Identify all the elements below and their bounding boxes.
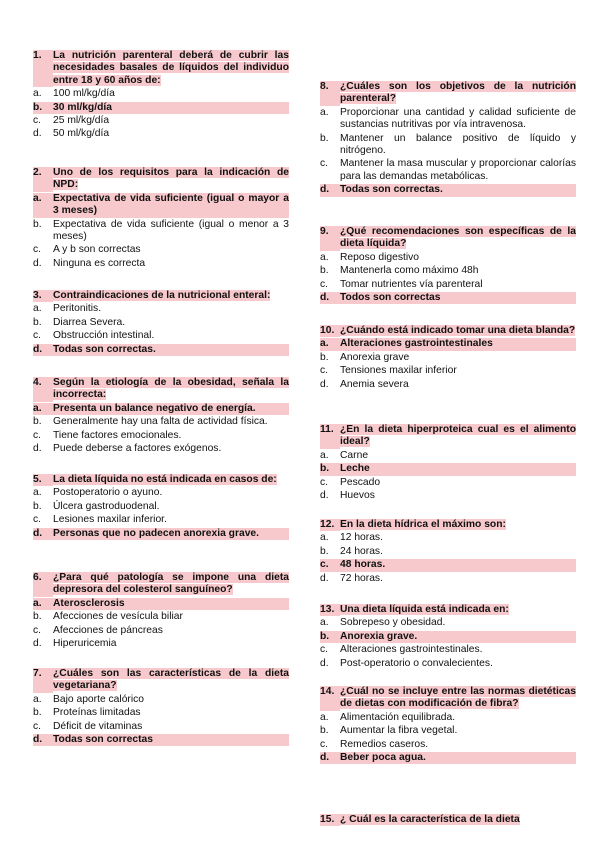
option-letter: a.: [33, 303, 42, 315]
question-title: [33, 572, 289, 597]
option-text: Afecciones de páncreas: [53, 624, 163, 636]
answer-option: [33, 303, 289, 315]
option-letter: d.: [33, 344, 53, 356]
answer-option: [320, 252, 576, 264]
option-letter: d.: [320, 292, 340, 304]
option-text: Beber poca agua.: [340, 752, 576, 764]
question-block: [320, 686, 576, 764]
question-block: [33, 474, 289, 540]
question-title: [320, 519, 576, 531]
answer-option-correct: [33, 193, 289, 218]
option-text: Aumentar la fibra vegetal.: [340, 725, 458, 737]
option-letter: d.: [33, 257, 42, 269]
option-text: 24 horas.: [340, 545, 383, 557]
option-letter: b.: [33, 218, 42, 230]
option-text: Afecciones de vesícula biliar: [53, 611, 183, 623]
option-letter: a.: [33, 693, 42, 705]
answer-option: [33, 721, 289, 733]
option-text: Lesiones maxilar inferior.: [53, 514, 167, 526]
answer-option-correct: [320, 463, 576, 475]
answer-option: [33, 244, 289, 256]
answer-option: [320, 739, 576, 751]
question-title: [33, 474, 289, 486]
option-text: 12 horas.: [340, 532, 383, 544]
question-number: 11.: [320, 424, 340, 449]
option-text: Peritonitis.: [53, 303, 102, 315]
answer-option: [33, 514, 289, 526]
answer-option: [33, 258, 289, 270]
question-block: [33, 290, 289, 356]
question-title: [320, 686, 576, 711]
option-letter: a.: [320, 338, 340, 350]
question-text: ¿Cuál no se incluye entre las normas dietéticas de dietas con modificación de fibra?: [340, 686, 576, 710]
question-number: 14.: [320, 686, 340, 711]
question-number: 13.: [320, 604, 340, 616]
option-text: Alimentación equilibrada.: [340, 711, 456, 723]
question-text: ¿Para qué patología se impone una dieta depresora del colesterol sanguíneo?: [53, 572, 289, 596]
question-title: [33, 50, 289, 87]
question-block: [320, 424, 576, 502]
option-text: Alteraciones gastrointestinales: [340, 338, 576, 350]
question-title: [33, 290, 289, 302]
option-letter: c.: [320, 644, 329, 656]
option-text: Puede deberse a factores exógenos.: [53, 443, 222, 455]
answer-option: [33, 330, 289, 342]
answer-option: [320, 477, 576, 489]
question-block: [320, 519, 576, 585]
question-number: 12.: [320, 519, 340, 531]
option-text: A y b son correctas: [53, 244, 141, 256]
option-text: Todas son correctas: [53, 734, 289, 746]
option-text: 30 ml/kg/día: [53, 102, 289, 114]
question-number: 4.: [33, 377, 53, 402]
option-letter: c.: [320, 738, 329, 750]
option-text: Postoperatorio o ayuno.: [53, 487, 163, 499]
question-text: ¿Cuándo está indicado tomar una dieta blanda?: [340, 325, 576, 336]
option-text: Leche: [340, 463, 576, 475]
answer-option: [320, 365, 576, 377]
question-text: Contraindicaciones de la nutricional enteral:: [53, 290, 271, 301]
option-letter: a.: [33, 598, 53, 610]
option-letter: a.: [320, 251, 329, 263]
option-text: Ninguna es correcta: [53, 257, 146, 269]
option-letter: a.: [320, 532, 329, 544]
option-text: Post-operatorio o convalecientes.: [340, 657, 493, 669]
option-text: Anemia severa: [340, 378, 409, 390]
question-block: [33, 572, 289, 650]
answer-option: [33, 430, 289, 442]
option-text: Bajo aporte calórico: [53, 693, 145, 705]
question-block: [320, 81, 576, 197]
option-letter: c.: [33, 624, 42, 636]
question-block: [320, 604, 576, 670]
answer-option-correct: [33, 598, 289, 610]
question-number: 9.: [320, 226, 340, 251]
question-number: 3.: [33, 290, 53, 302]
question-title: [320, 226, 576, 251]
option-text: Reposo digestivo: [340, 251, 419, 263]
option-letter: a.: [320, 711, 329, 723]
question-title: [320, 424, 576, 449]
question-text: ¿Cuáles son los objetivos de la nutrición parenteral?: [340, 81, 576, 105]
option-letter: c.: [33, 429, 42, 441]
option-text: Hiperuricemia: [53, 638, 117, 650]
question-text: ¿Cuáles son las características de la dieta vegetariana?: [53, 668, 289, 692]
answer-option: [320, 490, 576, 502]
option-text: Anorexia grave: [340, 351, 410, 363]
option-text: Aterosclerosis: [53, 598, 289, 610]
option-letter: d.: [320, 657, 329, 669]
answer-option-correct: [33, 734, 289, 746]
option-text: Úlcera gastroduodenal.: [53, 500, 160, 512]
answer-option: [320, 352, 576, 364]
option-letter: d.: [320, 378, 329, 390]
answer-option: [320, 712, 576, 724]
answer-option: [33, 416, 289, 428]
answer-option-correct: [320, 631, 576, 643]
answer-option: [33, 501, 289, 513]
question-title: [320, 604, 576, 616]
question-text: ¿ Cuál es la característica de la dieta: [340, 814, 520, 825]
answer-option: [33, 219, 289, 244]
option-text: Todas son correctas.: [340, 184, 576, 196]
option-text: Déficit de vitaminas: [53, 720, 143, 732]
answer-option: [320, 644, 576, 656]
option-letter: d.: [33, 734, 53, 746]
option-letter: c.: [320, 278, 329, 290]
option-letter: c.: [33, 720, 42, 732]
question-text: La nutrición parenteral deberá de cubrir las necesidades basales de líquidos del individuo entre 18 y 60 años de:: [53, 50, 289, 86]
option-letter: d.: [320, 572, 329, 584]
option-text: Sobrepeso y obesidad.: [340, 617, 446, 629]
question-number: 5.: [33, 474, 53, 486]
option-letter: d.: [320, 184, 340, 196]
option-text: Tomar nutrientes vía parenteral: [340, 278, 483, 290]
option-text: Mantenerla como máximo 48h: [340, 265, 479, 277]
question-number: 15.: [320, 814, 340, 826]
question-text: Una dieta líquida está indicada en:: [340, 604, 509, 615]
answer-option: [320, 158, 576, 183]
question-text: Uno de los requisitos para la indicación de NPD:: [53, 167, 289, 191]
answer-option-correct: [33, 403, 289, 415]
option-letter: b.: [320, 463, 340, 475]
option-letter: a.: [33, 487, 42, 499]
question-block: [33, 668, 289, 746]
option-letter: c.: [33, 330, 42, 342]
answer-option: [33, 128, 289, 140]
option-text: Pescado: [340, 476, 381, 488]
question-title: [320, 81, 576, 106]
option-letter: b.: [33, 500, 42, 512]
option-text: Expectativa de vida suficiente (igual o mayor a 3 meses): [53, 192, 289, 217]
option-letter: c.: [320, 158, 329, 170]
answer-option: [320, 279, 576, 291]
option-text: 72 horas.: [340, 572, 383, 584]
question-number: 6.: [33, 572, 53, 597]
answer-option: [33, 443, 289, 455]
question-block: [320, 226, 576, 304]
answer-option: [33, 317, 289, 329]
option-text: Tiene factores emocionales.: [53, 429, 182, 441]
question-title: [320, 814, 576, 826]
option-letter: d.: [33, 128, 42, 140]
option-letter: a.: [320, 106, 329, 118]
option-text: Todas son correctas.: [53, 344, 289, 356]
question-block: [33, 377, 289, 455]
option-letter: c.: [33, 244, 42, 256]
option-text: Todos son correctas: [340, 292, 576, 304]
question-text: ¿Qué recomendaciones son específicas de la dieta líquida?: [340, 226, 576, 250]
question-text: La dieta líquida no está indicada en casos de:: [53, 474, 277, 485]
answer-option-correct: [320, 752, 576, 764]
option-letter: c.: [33, 514, 42, 526]
answer-option: [33, 115, 289, 127]
question-block: [320, 814, 576, 826]
option-text: Personas que no padecen anorexia grave.: [53, 528, 289, 540]
option-text: Mantener un balance positivo de líquido y nitrógeno.: [340, 132, 576, 157]
option-text: 48 horas.: [340, 559, 576, 571]
option-letter: d.: [320, 752, 340, 764]
answer-option: [320, 617, 576, 629]
answer-option: [33, 487, 289, 499]
option-letter: c.: [320, 476, 329, 488]
option-letter: c.: [320, 559, 340, 571]
answer-option: [320, 532, 576, 544]
question-block: [320, 325, 576, 391]
option-text: Expectativa de vida suficiente (igual o menor a 3 meses): [53, 218, 289, 243]
answer-option: [33, 625, 289, 637]
answer-option-correct: [33, 528, 289, 540]
option-text: Generalmente hay una falta de actividad física.: [53, 416, 268, 428]
option-text: Proteínas limitadas: [53, 707, 141, 719]
option-text: Tensiones maxilar inferior: [340, 365, 457, 377]
question-block: [33, 167, 289, 270]
question-number: 7.: [33, 668, 53, 693]
answer-option: [33, 611, 289, 623]
option-text: Remedios caseros.: [340, 738, 429, 750]
option-letter: d.: [33, 443, 42, 455]
option-letter: b.: [320, 725, 329, 737]
option-letter: d.: [320, 490, 329, 502]
answer-option: [320, 573, 576, 585]
question-number: 10.: [320, 325, 340, 337]
question-number: 2.: [33, 167, 53, 192]
option-letter: b.: [320, 132, 329, 144]
answer-option-correct: [320, 184, 576, 196]
answer-option: [33, 88, 289, 100]
answer-option: [33, 694, 289, 706]
option-letter: b.: [320, 265, 329, 277]
option-letter: d.: [33, 638, 42, 650]
option-letter: c.: [320, 365, 329, 377]
answer-option: [320, 265, 576, 277]
option-text: Carne: [340, 449, 369, 461]
option-text: 50 ml/kg/día: [53, 128, 110, 140]
option-text: Huevos: [340, 490, 375, 502]
option-letter: b.: [320, 351, 329, 363]
answer-option-correct: [320, 292, 576, 304]
option-letter: a.: [320, 449, 329, 461]
question-title: [320, 325, 576, 337]
answer-option: [320, 379, 576, 391]
question-text: ¿En la dieta hiperproteica cual es el alimento ideal?: [340, 424, 576, 448]
option-letter: b.: [33, 102, 53, 114]
option-text: Mantener la masa muscular y proporcionar calorías para las demandas metabólicas.: [340, 158, 576, 182]
question-block: [33, 50, 289, 141]
answer-option-correct: [33, 102, 289, 114]
question-text: Según la etiología de la obesidad, señala la incorrecta:: [53, 377, 289, 401]
option-letter: b.: [320, 631, 340, 643]
question-number: 8.: [320, 81, 340, 106]
option-letter: b.: [320, 545, 329, 557]
question-title: [33, 167, 289, 192]
answer-option: [320, 658, 576, 670]
option-text: Obstrucción intestinal.: [53, 330, 155, 342]
option-letter: b.: [33, 611, 42, 623]
option-text: 25 ml/kg/día: [53, 115, 110, 127]
answer-option-correct: [320, 559, 576, 571]
answer-option: [33, 638, 289, 650]
answer-option-correct: [320, 338, 576, 350]
option-letter: b.: [33, 316, 42, 328]
question-title: [33, 377, 289, 402]
answer-option: [320, 725, 576, 737]
option-letter: b.: [33, 707, 42, 719]
question-text: En la dieta hídrica el máximo son:: [340, 519, 506, 530]
option-text: Diarrea Severa.: [53, 316, 126, 328]
question-title: [33, 668, 289, 693]
option-text: Proporcionar una cantidad y calidad suficiente de sustancias nutritivas por vía intravenosa.: [340, 106, 576, 131]
answer-option: [320, 546, 576, 558]
answer-option: [320, 133, 576, 158]
answer-option: [320, 107, 576, 132]
answer-option-correct: [33, 344, 289, 356]
option-text: Presenta un balance negativo de energía.: [53, 403, 289, 415]
option-letter: a.: [33, 193, 53, 218]
option-text: Anorexia grave.: [340, 631, 576, 643]
option-text: Alteraciones gastrointestinales.: [340, 644, 483, 656]
option-letter: b.: [33, 416, 42, 428]
option-letter: c.: [33, 115, 42, 127]
option-letter: a.: [320, 617, 329, 629]
answer-option: [33, 707, 289, 719]
answer-option: [320, 450, 576, 462]
option-letter: a.: [33, 403, 53, 415]
question-number: 1.: [33, 50, 53, 87]
option-letter: a.: [33, 88, 42, 100]
option-letter: d.: [33, 528, 53, 540]
option-text: 100 ml/kg/día: [53, 88, 115, 100]
